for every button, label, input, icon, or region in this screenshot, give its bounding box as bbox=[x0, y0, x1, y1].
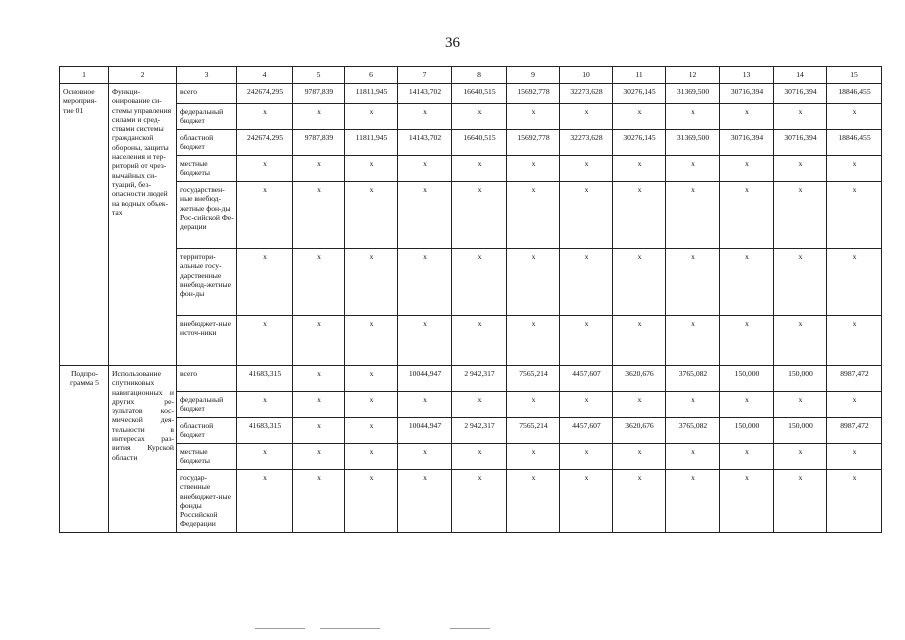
value-cell: х bbox=[398, 249, 452, 316]
value-cell: х bbox=[560, 249, 613, 316]
value-cell: х bbox=[827, 156, 882, 182]
value-cell: х bbox=[827, 444, 882, 470]
value-cell: 3765,082 bbox=[666, 366, 720, 392]
value-cell: х bbox=[293, 249, 345, 316]
value-cell: 242674,295 bbox=[237, 84, 293, 104]
value-cell: 4457,607 bbox=[560, 366, 613, 392]
value-cell: х bbox=[345, 156, 398, 182]
value-cell: х bbox=[774, 392, 827, 418]
value-cell: х bbox=[720, 104, 774, 130]
value-cell: 14143,702 bbox=[398, 84, 452, 104]
value-cell: х bbox=[666, 249, 720, 316]
table-row bbox=[60, 470, 882, 533]
value-cell: 8987,472 bbox=[827, 366, 882, 392]
header-cell: 13 bbox=[720, 67, 774, 84]
value-cell: 30276,145 bbox=[613, 130, 666, 156]
value-cell: х bbox=[560, 392, 613, 418]
value-cell: х bbox=[827, 316, 882, 366]
value-cell: 9787,839 bbox=[293, 84, 345, 104]
value-cell: х bbox=[452, 392, 507, 418]
value-cell: х bbox=[345, 182, 398, 249]
value-cell: х bbox=[452, 182, 507, 249]
header-cell: 12 bbox=[666, 67, 720, 84]
value-cell: х bbox=[452, 444, 507, 470]
value-cell: 10044,947 bbox=[398, 366, 452, 392]
value-cell: х bbox=[452, 470, 507, 533]
funding-source-cell: местные бюджеты bbox=[177, 156, 237, 182]
value-cell: 150,000 bbox=[774, 418, 827, 444]
scan-artifact bbox=[255, 628, 305, 629]
value-cell: х bbox=[345, 392, 398, 418]
header-row bbox=[60, 67, 882, 84]
funding-source-cell: всего bbox=[177, 84, 237, 104]
value-cell: 11811,945 bbox=[345, 84, 398, 104]
value-cell: 150,000 bbox=[720, 418, 774, 444]
measure-code-cell: Подпро-грамма 5 bbox=[60, 366, 109, 533]
value-cell: х bbox=[452, 316, 507, 366]
value-cell: 31369,500 bbox=[666, 130, 720, 156]
value-cell: х bbox=[666, 316, 720, 366]
table-row bbox=[60, 418, 882, 444]
value-cell: 16640,515 bbox=[452, 84, 507, 104]
value-cell: х bbox=[452, 249, 507, 316]
value-cell: 2 942,317 bbox=[452, 418, 507, 444]
value-cell: 2 942,317 bbox=[452, 366, 507, 392]
value-cell: 18846,455 bbox=[827, 130, 882, 156]
value-cell: х bbox=[293, 104, 345, 130]
value-cell: х bbox=[560, 156, 613, 182]
value-cell: х bbox=[720, 316, 774, 366]
value-cell: х bbox=[293, 156, 345, 182]
value-cell: х bbox=[345, 444, 398, 470]
value-cell: х bbox=[774, 104, 827, 130]
value-cell: х bbox=[560, 316, 613, 366]
value-cell: 41683,315 bbox=[237, 418, 293, 444]
funding-source-cell: федеральный бюджет bbox=[177, 104, 237, 130]
value-cell: 15692,778 bbox=[507, 130, 560, 156]
value-cell: 150,000 bbox=[774, 366, 827, 392]
header-cell: 6 bbox=[345, 67, 398, 84]
value-cell: х bbox=[507, 156, 560, 182]
value-cell: 18846,455 bbox=[827, 84, 882, 104]
value-cell: х bbox=[666, 104, 720, 130]
value-cell: х bbox=[398, 444, 452, 470]
value-cell: х bbox=[560, 470, 613, 533]
value-cell: х bbox=[398, 156, 452, 182]
table-row bbox=[60, 130, 882, 156]
value-cell: 14143,702 bbox=[398, 130, 452, 156]
value-cell: х bbox=[345, 418, 398, 444]
value-cell: х bbox=[613, 182, 666, 249]
value-cell: х bbox=[720, 249, 774, 316]
funding-source-cell: внебюджет-ные источ-ники bbox=[177, 316, 237, 366]
funding-source-cell: государствен-ные внебюд-жетные фон-ды Рос-сийской Фе-дерации bbox=[177, 182, 237, 249]
value-cell: х bbox=[827, 104, 882, 130]
funding-source-cell: всего bbox=[177, 366, 237, 392]
value-cell: х bbox=[666, 470, 720, 533]
value-cell: х bbox=[613, 470, 666, 533]
value-cell: х bbox=[507, 249, 560, 316]
value-cell: х bbox=[774, 316, 827, 366]
table-row bbox=[60, 366, 882, 392]
value-cell: х bbox=[827, 392, 882, 418]
scan-artifact bbox=[450, 628, 490, 629]
value-cell: 4457,607 bbox=[560, 418, 613, 444]
funding-source-cell: местные бюджеты bbox=[177, 444, 237, 470]
value-cell: х bbox=[720, 392, 774, 418]
value-cell: х bbox=[507, 444, 560, 470]
value-cell: х bbox=[720, 182, 774, 249]
value-cell: х bbox=[507, 104, 560, 130]
value-cell: 10044,947 bbox=[398, 418, 452, 444]
value-cell: х bbox=[293, 366, 345, 392]
table-row bbox=[60, 104, 882, 130]
value-cell: х bbox=[293, 316, 345, 366]
value-cell: 30716,394 bbox=[774, 130, 827, 156]
value-cell: х bbox=[613, 444, 666, 470]
value-cell: 32273,628 bbox=[560, 84, 613, 104]
value-cell: х bbox=[560, 444, 613, 470]
table-row bbox=[60, 182, 882, 249]
value-cell: х bbox=[293, 418, 345, 444]
table-row bbox=[60, 84, 882, 104]
budget-table bbox=[59, 66, 882, 533]
value-cell: х bbox=[293, 392, 345, 418]
value-cell: 150,000 bbox=[720, 366, 774, 392]
value-cell: 3620,676 bbox=[613, 366, 666, 392]
value-cell: 7565,214 bbox=[507, 418, 560, 444]
value-cell: х bbox=[666, 182, 720, 249]
table-row bbox=[60, 156, 882, 182]
header-cell: 11 bbox=[613, 67, 666, 84]
value-cell: х bbox=[293, 470, 345, 533]
value-cell: 16640,515 bbox=[452, 130, 507, 156]
value-cell: 11811,945 bbox=[345, 130, 398, 156]
value-cell: х bbox=[345, 316, 398, 366]
value-cell: х bbox=[398, 182, 452, 249]
value-cell: 30716,394 bbox=[720, 130, 774, 156]
value-cell: х bbox=[613, 392, 666, 418]
value-cell: х bbox=[774, 444, 827, 470]
value-cell: 30716,394 bbox=[720, 84, 774, 104]
header-cell: 9 bbox=[507, 67, 560, 84]
value-cell: х bbox=[720, 444, 774, 470]
funding-source-cell: территори-альные госу-дарственные внебюд-жетные фон-ды bbox=[177, 249, 237, 316]
value-cell: х bbox=[345, 104, 398, 130]
value-cell: х bbox=[774, 156, 827, 182]
value-cell: х bbox=[345, 249, 398, 316]
funding-source-cell: областной бюджет bbox=[177, 130, 237, 156]
value-cell: х bbox=[345, 366, 398, 392]
value-cell: х bbox=[613, 104, 666, 130]
funding-source-cell: областной бюджет bbox=[177, 418, 237, 444]
value-cell: х bbox=[774, 470, 827, 533]
measure-code-cell: Основное мероприя-тие 01 bbox=[60, 84, 109, 366]
measure-name-cell: Использование спутниковых навигационных и других ре-зультатов кос-мической дея-тельности в интересах раз-вития Курской области bbox=[109, 366, 177, 533]
value-cell: х bbox=[507, 470, 560, 533]
value-cell: х bbox=[398, 470, 452, 533]
header-cell: 15 bbox=[827, 67, 882, 84]
value-cell: х bbox=[507, 182, 560, 249]
value-cell: х bbox=[666, 444, 720, 470]
value-cell: 41683,315 bbox=[237, 366, 293, 392]
value-cell: 32273,628 bbox=[560, 130, 613, 156]
value-cell: х bbox=[613, 316, 666, 366]
value-cell: 31369,500 bbox=[666, 84, 720, 104]
value-cell: х bbox=[237, 392, 293, 418]
value-cell: х bbox=[827, 182, 882, 249]
value-cell: х bbox=[237, 104, 293, 130]
value-cell: 9787,839 bbox=[293, 130, 345, 156]
value-cell: 7565,214 bbox=[507, 366, 560, 392]
value-cell: х bbox=[293, 444, 345, 470]
value-cell: х bbox=[452, 156, 507, 182]
table-row bbox=[60, 444, 882, 470]
value-cell: х bbox=[507, 316, 560, 366]
table-body bbox=[60, 84, 882, 533]
header-cell: 3 bbox=[177, 67, 237, 84]
value-cell: х bbox=[613, 249, 666, 316]
table-row bbox=[60, 392, 882, 418]
value-cell: 242674,295 bbox=[237, 130, 293, 156]
value-cell: х bbox=[237, 316, 293, 366]
value-cell: х bbox=[560, 182, 613, 249]
value-cell: х bbox=[827, 470, 882, 533]
value-cell: х bbox=[774, 249, 827, 316]
page-number: 36 bbox=[445, 35, 460, 51]
value-cell: х bbox=[666, 156, 720, 182]
value-cell: х bbox=[613, 156, 666, 182]
value-cell: х bbox=[452, 104, 507, 130]
scan-artifact bbox=[320, 628, 380, 629]
header-cell: 1 bbox=[60, 67, 109, 84]
value-cell: х bbox=[398, 316, 452, 366]
value-cell: х bbox=[345, 470, 398, 533]
value-cell: 15692,778 bbox=[507, 84, 560, 104]
value-cell: 8987,472 bbox=[827, 418, 882, 444]
value-cell: х bbox=[398, 104, 452, 130]
value-cell: х bbox=[827, 249, 882, 316]
header-cell: 2 bbox=[109, 67, 177, 84]
funding-source-cell: государ-ственные внебюджет-ные фонды Российской Федерации bbox=[177, 470, 237, 533]
measure-name-cell: Функци-онирование си-стемы управления силами и сред-ствами системы гражданской обороны, защиты населения и тер-риторий от чрез-вычайных си-туаций, без-опасности людей на водных объек-тах bbox=[109, 84, 177, 366]
value-cell: х bbox=[237, 156, 293, 182]
header-cell: 14 bbox=[774, 67, 827, 84]
header-cell: 4 bbox=[237, 67, 293, 84]
header-cell: 7 bbox=[398, 67, 452, 84]
value-cell: 3620,676 bbox=[613, 418, 666, 444]
table-row bbox=[60, 316, 882, 366]
value-cell: х bbox=[560, 104, 613, 130]
value-cell: х bbox=[398, 392, 452, 418]
value-cell: х bbox=[774, 182, 827, 249]
value-cell: 30276,145 bbox=[613, 84, 666, 104]
value-cell: 3765,082 bbox=[666, 418, 720, 444]
table-row bbox=[60, 249, 882, 316]
header-cell: 8 bbox=[452, 67, 507, 84]
value-cell: х bbox=[293, 182, 345, 249]
value-cell: х bbox=[666, 392, 720, 418]
value-cell: х bbox=[237, 182, 293, 249]
value-cell: х bbox=[237, 444, 293, 470]
header-cell: 10 bbox=[560, 67, 613, 84]
value-cell: 30716,394 bbox=[774, 84, 827, 104]
value-cell: х bbox=[720, 156, 774, 182]
value-cell: х bbox=[237, 249, 293, 316]
value-cell: х bbox=[720, 470, 774, 533]
value-cell: х bbox=[237, 470, 293, 533]
value-cell: х bbox=[507, 392, 560, 418]
header-cell: 5 bbox=[293, 67, 345, 84]
funding-source-cell: федеральный бюджет bbox=[177, 392, 237, 418]
